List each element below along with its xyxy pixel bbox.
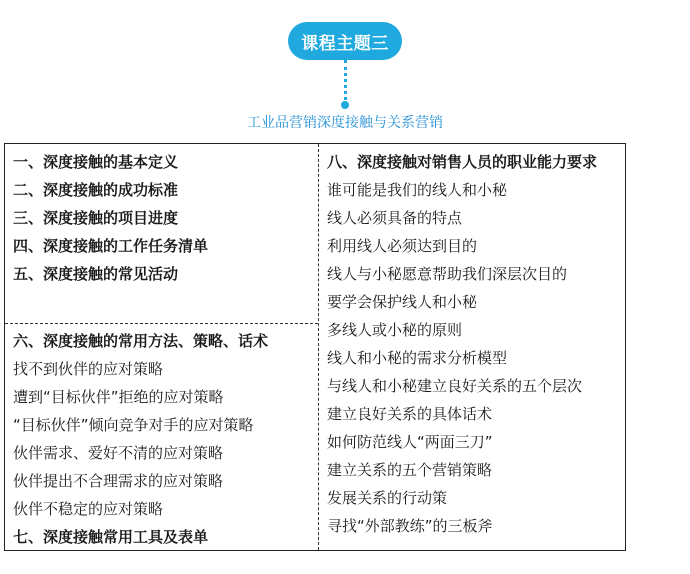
list-item: 谁可能是我们的线人和小秘 [327, 181, 508, 199]
section-heading-3: 三、深度接触的项目进度 [13, 209, 179, 227]
list-item: 与线人和小秘建立良好关系的五个层次 [327, 377, 583, 395]
dotted-connector [344, 60, 347, 106]
list-item: 寻找“外部教练”的三板斧 [327, 517, 493, 535]
column-divider [318, 144, 319, 550]
topic-badge: 课程主题三 [288, 22, 402, 60]
section-heading-6: 六、深度接触的常用方法、策略、话术 [13, 332, 269, 350]
right-section [327, 148, 597, 540]
list-item: 伙伴提出不合理需求的应对策略 [13, 472, 224, 490]
section-heading-1: 一、深度接触的基本定义 [13, 153, 179, 171]
list-item: 线人必须具备的特点 [327, 209, 463, 227]
course-subtitle: 工业品营销深度接触与关系营销 [247, 115, 443, 131]
list-item: 伙伴需求、爱好不清的应对策略 [13, 444, 224, 462]
section-divider [5, 323, 318, 324]
list-item: 找不到伙伴的应对策略 [13, 360, 164, 378]
outline-table [4, 143, 626, 551]
list-item: 建立良好关系的具体话术 [327, 405, 493, 423]
section-heading-5: 五、深度接触的常见活动 [13, 265, 179, 283]
list-item: 建立关系的五个营销策略 [327, 461, 493, 479]
section-heading-2: 二、深度接触的成功标准 [13, 181, 179, 199]
section-heading-4: 四、深度接触的工作任务清单 [13, 237, 209, 255]
left-bottom-section [13, 327, 268, 551]
list-item: 线人与小秘愿意帮助我们深层次目的 [327, 265, 568, 283]
list-item: “目标伙伴”倾向竞争对手的应对策略 [13, 416, 254, 434]
left-top-section [13, 148, 208, 288]
connector-dot [341, 101, 349, 109]
list-item: 多线人或小秘的原则 [327, 321, 463, 339]
list-item: 如何防范线人“两面三刀” [327, 433, 493, 451]
list-item: 线人和小秘的需求分析模型 [327, 349, 508, 367]
list-item: 利用线人必须达到目的 [327, 237, 478, 255]
list-item: 发展关系的行动策 [327, 489, 448, 507]
section-heading-7: 七、深度接触常用工具及表单 [13, 528, 209, 546]
section-heading-8: 八、深度接触对销售人员的职业能力要求 [327, 153, 598, 171]
list-item: 要学会保护线人和小秘 [327, 293, 478, 311]
list-item: 伙伴不稳定的应对策略 [13, 500, 164, 518]
list-item: 遭到“目标伙伴”拒绝的应对策略 [13, 388, 224, 406]
